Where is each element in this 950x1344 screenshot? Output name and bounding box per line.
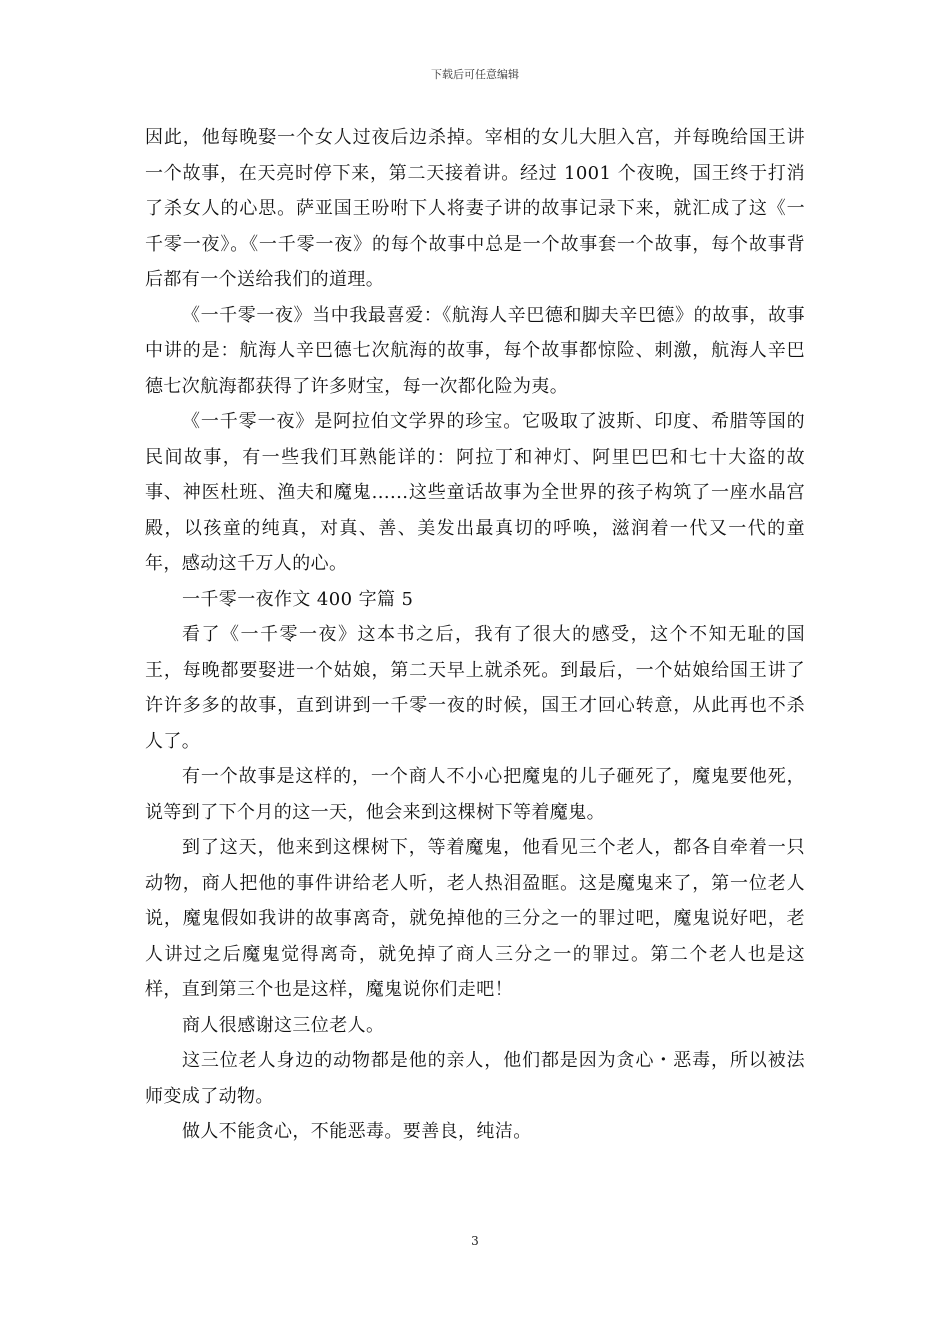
paragraph: 《一千零一夜》当中我最喜爱：《航海人辛巴德和脚夫辛巴德》的故事，故事中讲的是：航海人辛巴德七次航海的故事，每个故事都惊险、刺激，航海人辛巴德七次航海都获得了许多财宝，每一次都化险为夷。 <box>145 304 805 397</box>
paragraph: 做人不能贪心，不能恶毒。要善良，纯洁。 <box>182 1121 532 1142</box>
paragraph: 有一个故事是这样的，一个商人不小心把魔鬼的儿子砸死了，魔鬼要他死，说等到了下个月的这一天，他会来到这棵树下等着魔鬼。 <box>145 766 805 823</box>
paragraph: 看了《一千零一夜》这本书之后，我有了很大的感受，这个不知无耻的国王，每晚都要娶进一个姑娘，第二天早上就杀死。到最后，一个姑娘给国王讲了许许多多的故事，直到讲到一千零一夜的时候，国王才回心转意，从此再也不杀人了。 <box>145 624 805 752</box>
paragraph: 商人很感谢这三位老人。 <box>182 1014 385 1036</box>
page-number: 3 <box>471 1234 479 1248</box>
paragraph: 这三位老人身边的动物都是他的亲人，他们都是因为贪心・恶毒，所以被法师变成了动物。 <box>145 1050 805 1107</box>
page-header: 下载后可任意编辑 <box>431 68 519 81</box>
document-body <box>145 120 805 1150</box>
paragraph-continuation: 因此，他每晚娶一个女人过夜后边杀掉。宰相的女儿大胆入宫，并每晚给国王讲一个故事，在天亮时停下来，第二天接着讲。经过 1001 个夜晚，国王终于打消了杀女人的心思。萨亚国王吩咐下人将妻子讲的故事记录下来，就汇成了这《一千零一夜》。《一千零一夜》的每个故事中总是一个故事套一个故事，每个故事背后都有一个送给我们的道理。 <box>145 127 805 290</box>
paragraph: 到了这天，他来到这棵树下，等着魔鬼，他看见三个老人，都各自牵着一只动物，商人把他的事件讲给老人听，老人热泪盈眶。这是魔鬼来了，第一位老人说，魔鬼假如我讲的故事离奇，就免掉他的三分之一的罪过吧，魔鬼说好吧，老人讲过之后魔鬼觉得离奇，就免掉了商人三分之一的罪过。第二个老人也是这样，直到第三个也是这样，魔鬼说你们走吧！ <box>145 837 805 1000</box>
paragraph: 《一千零一夜》是阿拉伯文学界的珍宝。它吸取了波斯、印度、希腊等国的民间故事，有一些我们耳熟能详的：阿拉丁和神灯、阿里巴巴和七十大盗的故事、神医杜班、渔夫和魔鬼......这些童话故事为全世界的孩子构筑了一座水晶宫殿，以孩童的纯真，对真、善、美发出最真切的呼唤，滋润着一代又一代的童年，感动这千万人的心。 <box>145 411 805 574</box>
section-heading: 一千零一夜作文 400 字篇 5 <box>182 588 414 610</box>
